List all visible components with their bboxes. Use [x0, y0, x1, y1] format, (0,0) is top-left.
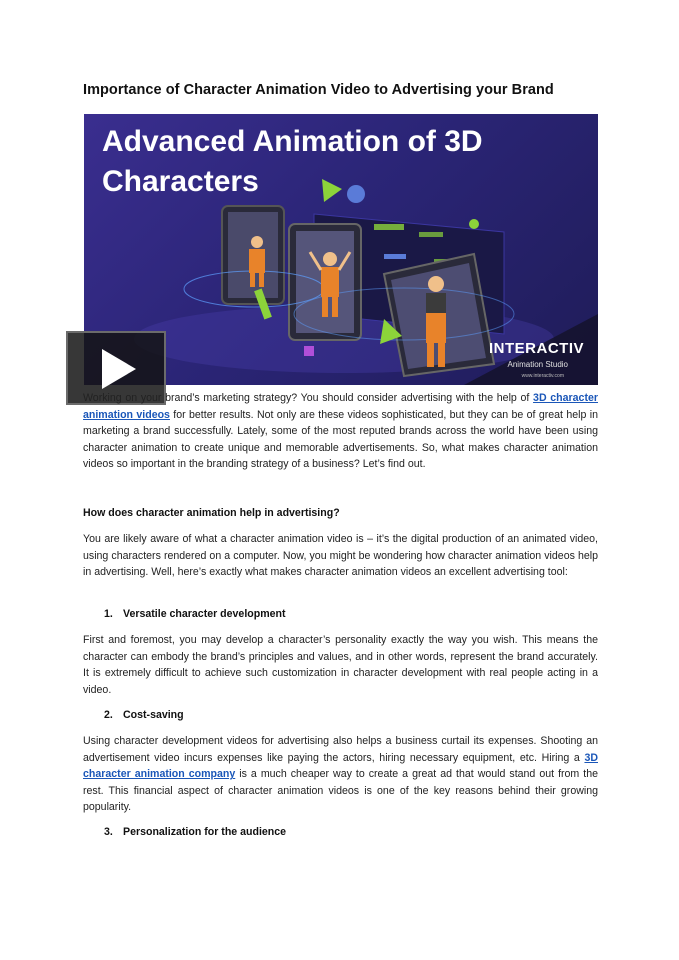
list-title-2: Cost-saving [123, 709, 184, 721]
section-heading-how: How does character animation help in advertising? [83, 507, 340, 519]
item2-text-2: is a much cheaper way to create a great ad that would stand out from the rest. This financial aspect of character animation videos is one of the key reasons behind their growing popularity. [83, 768, 598, 814]
list-heading-1 [104, 608, 286, 620]
list-number-1: 1. [104, 608, 113, 620]
studio-logo: INTERACTIV [489, 340, 584, 357]
item1-paragraph: First and foremost, you may develop a character’s personality exactly the way you wish. This means the character can embody the brand’s principles and values, and in other words, represent the brand accurately. It is extremely difficult to achieve such customization in character development with real people acting in a video. [83, 634, 598, 696]
list-title-3: Personalization for the audience [123, 826, 287, 838]
intro-text-1: Working on your brand’s marketing strategy? You should consider advertising with the help of [83, 392, 534, 404]
intro-link[interactable]: 3D character animation videos [83, 392, 598, 421]
studio-logo-subtitle: Animation Studio [507, 360, 568, 369]
list-heading-3 [104, 826, 286, 838]
intro-paragraph [83, 390, 598, 473]
hero-heading: Advanced Animation of 3D Characters [102, 125, 483, 198]
list-title-1: Versatile character development [123, 608, 286, 620]
company-link[interactable]: 3D character animation company [83, 751, 598, 781]
how-paragraph: You are likely aware of what a character animation video is – it’s the digital production of an animated video, using characters rendered on a computer. Now, you might be wondering how character animation videos help in advertising. Well, here’s exactly what makes character animation videos an excellent advertising tool: [83, 533, 598, 579]
play-icon [102, 349, 136, 389]
intro-text-2: for better results. Not only are these videos sophisticated, but they can be of great help in marketing a brand successfully. Lately, some of the most reputed brands across the world have been using character animation to create unique and memorable advertisements. So, what makes character animation videos so important in the branding strategy of a business? Let’s find out. [83, 408, 598, 471]
item2-paragraph [83, 733, 598, 816]
item2-text-1: Using character development videos for advertising also helps a business curtail its expenses. Shooting an advertisement video incurs expenses like paying the actors, hiring necessary equipment, etc. Hiring a [83, 735, 598, 764]
list-heading-2 [104, 709, 184, 721]
list-number-2: 2. [104, 709, 113, 721]
studio-logo-url: www.interactiv.com [521, 373, 564, 379]
page-title: Importance of Character Animation Video to Advertising your Brand [83, 82, 554, 98]
list-number-3: 3. [104, 826, 113, 838]
